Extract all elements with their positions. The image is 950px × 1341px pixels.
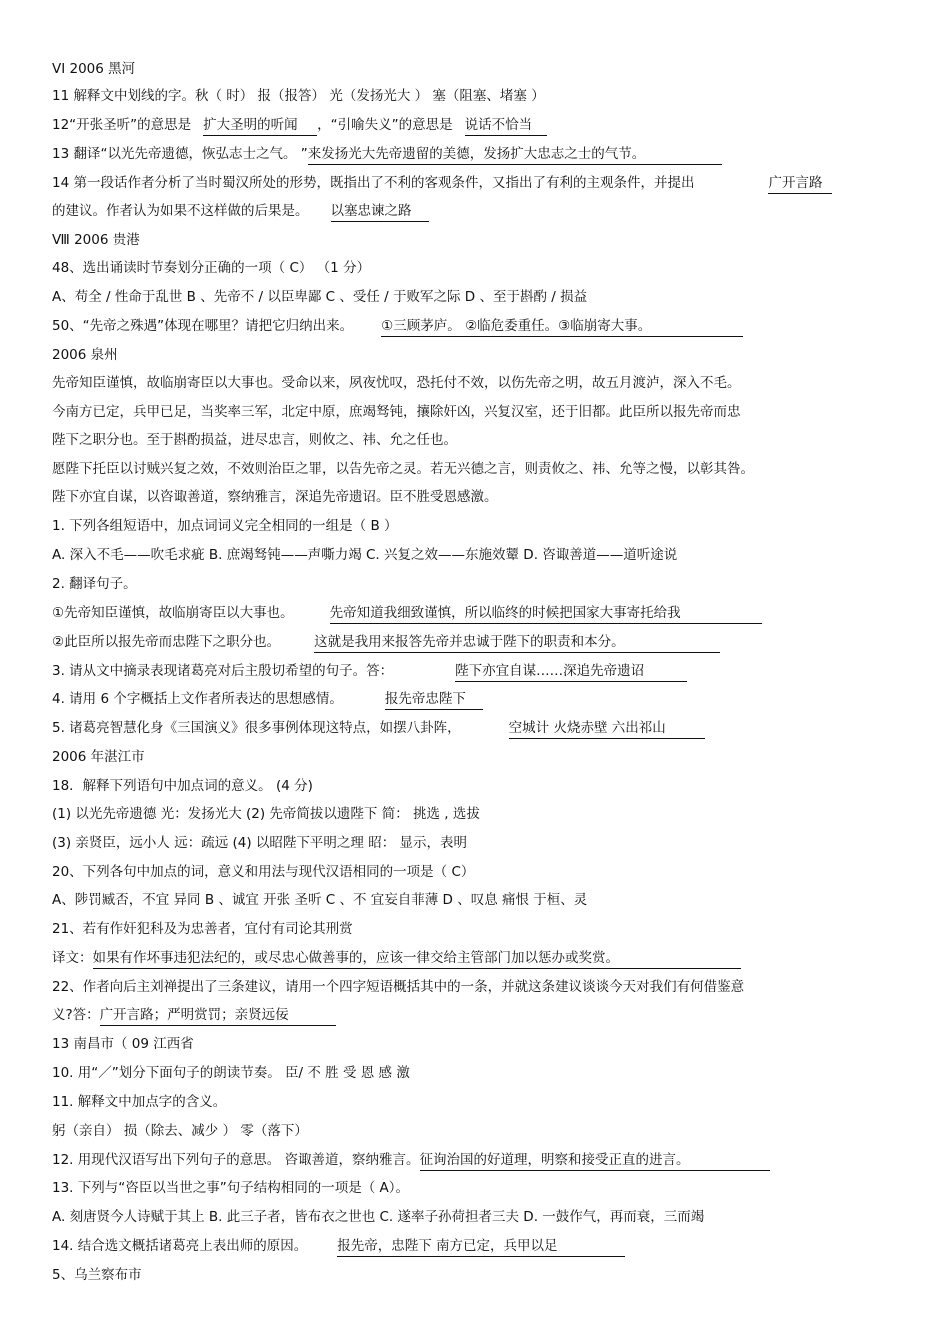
line-18 — [52, 546, 677, 564]
question-text: 11. 解释文中加点字的含义。 — [52, 1094, 227, 1110]
question-text: 13. 下列与“咨臣以当世之事”句子结构相同的一项是（ A）。 — [52, 1180, 410, 1196]
question-text: 14. 结合选文概括诸葛亮上表出师的原因。 — [52, 1238, 308, 1254]
line-17 — [52, 517, 398, 535]
options-text: A. 刻唐贤今人诗赋于其上 B. 此三子者，皆布衣之世也 C. 遂率子孙荷担者三夫 D. 一鼓作气，再而衰，三而竭 — [52, 1209, 705, 1225]
line-03 — [52, 116, 547, 136]
line-19 — [52, 575, 137, 593]
question-text: (1) 以光先帝遗德 光：发扬光大 (2) 先帝简拔以遗陛下 简： 挑选 , 选拔 — [52, 806, 480, 822]
answer-underline: 广开言路；严明赏罚；亲贤远佞 — [100, 1006, 336, 1026]
line-16 — [52, 488, 498, 506]
section-heading: 13 南昌市（ 09 江西省 — [52, 1036, 194, 1052]
question-text: 13 翻译“以光先帝遗德，恢弘志士之气。 ” — [52, 146, 308, 162]
line-09 — [52, 288, 587, 306]
line-27 — [52, 805, 480, 823]
question-text: 1. 下列各组短语中，加点词词义完全相同的一组是（ B ） — [52, 518, 398, 534]
line-15 — [52, 460, 754, 478]
line-04 — [52, 145, 722, 165]
question-text: 2. 翻译句子。 — [52, 576, 137, 592]
line-02 — [52, 87, 545, 105]
line-39 — [52, 1151, 770, 1171]
answer-underline: 征询治国的好道理，明察和接受正直的进言。 — [420, 1151, 770, 1171]
line-38 — [52, 1122, 308, 1140]
line-07 — [52, 231, 140, 249]
options-text: A. 深入不毛——吹毛求疵 B. 庶竭驽钝——声嘶力竭 C. 兴复之效——东施效颦 D. 咨诹善道——道听途说 — [52, 547, 678, 563]
line-21 — [52, 633, 720, 653]
question-text: 11 解释文中划线的字。秋（ 时） 报（报答） 光（发扬光大 ） 塞（阻塞、堵塞 ） — [52, 88, 545, 104]
options-text: A、苟全 / 性命于乱世 B 、先帝不 / 以臣卑鄙 C 、受任 / 于败军之际 D 、至于斟酌 / 损益 — [52, 289, 588, 305]
answer-underline: 扩大圣明的听闻 — [203, 116, 317, 136]
line-36 — [52, 1064, 410, 1082]
passage-text: 今南方已定，兵甲已足，当奖率三军，北定中原，庶竭驽钝，攘除奸凶，兴复汉室，还于旧都。此臣所以报先帝而忠 — [52, 404, 741, 420]
question-text: 译文： — [52, 950, 93, 966]
line-12 — [52, 374, 741, 392]
line-25 — [52, 748, 145, 766]
question-text: ，“引喻失义”的意思是 — [317, 117, 453, 133]
line-22 — [52, 662, 687, 682]
answer-underline: 来发扬光大先帝遗留的美德，发扬扩大忠志之士的气节。 — [308, 145, 722, 165]
passage-text: 陛下亦宜自谋，以咨诹善道，察纳雅言，深追先帝遗诏。臣不胜受恩感激。 — [52, 489, 498, 505]
question-text: 12. 用现代汉语写出下列句子的意思。 咨诹善道，察纳雅言。 — [52, 1152, 420, 1168]
answer-underline: 这就是我用来报答先帝并忠诚于陛下的职责和本分。 — [314, 633, 720, 653]
answer-underline: 陛下亦宜自谋……深追先帝遗诏 — [455, 662, 687, 682]
question-text: 20、下列各句中加点的词，意义和用法与现代汉语相同的一项是（ C） — [52, 864, 475, 880]
line-23 — [52, 690, 483, 710]
line-43 — [52, 1266, 142, 1284]
line-11 — [52, 346, 118, 364]
question-text: 50、“先帝之殊遇”体现在哪里？请把它归纳出来。 — [52, 318, 354, 334]
line-31 — [52, 920, 353, 938]
answer-underline: 报先帝，忠陛下 南方已定，兵甲以足 — [337, 1237, 625, 1257]
line-30 — [52, 891, 587, 909]
answer-underline: ①三顾茅庐。 ②临危委重任。③临崩寄大事。 — [381, 317, 743, 337]
question-text: 21、若有作奸犯科及为忠善者，宜付有司论其刑赏 — [52, 921, 353, 937]
line-32 — [52, 949, 741, 969]
question-text: 躬（亲自） 损（除去、减少 ） 零（落下） — [52, 1123, 308, 1139]
question-text: 22、作者向后主刘禅提出了三条建议，请用一个四字短语概括其中的一条，并就这条建议谈谈今天对我们有何借鉴意 — [52, 979, 745, 995]
line-37 — [52, 1093, 226, 1111]
answer-underline: 先帝知道我细致谨慎，所以临终的时候把国家大事寄托给我 — [330, 604, 762, 624]
answer-underline: 说话不恰当 — [465, 116, 547, 136]
section-heading: VI 2006 黑河 — [52, 61, 136, 77]
passage-text: 陛下之职分也。至于斟酌损益，进尽忠言，则攸之、祎、允之任也。 — [52, 432, 457, 448]
question-text: 4. 请用 6 个字概括上文作者所表达的思想感情。 — [52, 691, 343, 707]
section-heading: 2006 泉州 — [52, 347, 118, 363]
question-text: (3) 亲贤臣，远小人 远：疏远 (4) 以昭陛下平明之理 昭： 显示，表明 — [52, 835, 467, 851]
question-text: 义?答： — [52, 1007, 100, 1023]
line-33 — [52, 978, 744, 996]
line-10 — [52, 317, 743, 337]
line-29 — [52, 863, 474, 881]
section-heading: 5、乌兰察布市 — [52, 1267, 142, 1283]
section-heading: Ⅷ 2006 贵港 — [52, 232, 140, 248]
options-text: A、陟罚臧否，不宜 异同 B 、诚宜 开张 圣听 C 、不 宜妄自菲薄 D 、叹息 痛恨 于桓、灵 — [52, 892, 588, 908]
line-40 — [52, 1179, 409, 1197]
question-text: 48、选出诵读时节奏划分正确的一项（ C） （1 分） — [52, 260, 371, 276]
line-26 — [52, 777, 313, 795]
line-20 — [52, 604, 762, 624]
line-41 — [52, 1208, 704, 1226]
line-05 — [52, 174, 832, 194]
question-text: 3. 请从文中摘录表现诸葛亮对后主殷切希望的句子。答： — [52, 663, 394, 679]
question-text: 14 第一段话作者分析了当时蜀汉所处的形势，既指出了不利的客观条件，又指出了有利的主观条件，并提出 — [52, 175, 695, 191]
line-13 — [52, 403, 741, 421]
question-text: 10. 用“／”划分下面句子的朗读节奏。 臣/ 不 胜 受 恩 感 激 — [52, 1065, 410, 1081]
question-text: 18．解释下列语句中加点词的意义。 (4 分) — [52, 778, 313, 794]
answer-underline: 如果有作坏事违犯法纪的，或尽忠心做善事的，应该一律交给主管部门加以惩办或奖赏。 — [93, 949, 741, 969]
passage-text: 先帝知臣谨慎，故临崩寄臣以大事也。受命以来，夙夜忧叹，恐托付不效，以伤先帝之明，故五月渡泸，深入不毛。 — [52, 375, 741, 391]
answer-underline: 以塞忠谏之路 — [331, 202, 429, 222]
line-14 — [52, 431, 457, 449]
question-text: 的建议。作者认为如果不这样做的后果是。 — [52, 203, 309, 219]
line-34 — [52, 1006, 336, 1026]
answer-underline: 空城计 火烧赤壁 六出祁山 — [509, 719, 705, 739]
question-text: 5. 诸葛亮智慧化身《三国演义》很多事例体现这特点，如摆八卦阵， — [52, 720, 461, 736]
question-text: ①先帝知臣谨慎，故临崩寄臣以大事也。 — [52, 605, 294, 621]
line-08 — [52, 259, 370, 277]
question-text: ②此臣所以报先帝而忠陛下之职分也。 — [52, 634, 281, 650]
line-28 — [52, 834, 467, 852]
answer-underline: 报先帝忠陛下 — [385, 690, 483, 710]
line-06 — [52, 202, 429, 222]
section-heading: 2006 年湛江市 — [52, 749, 145, 765]
answer-underline: 广开言路 — [768, 174, 832, 194]
line-42 — [52, 1237, 625, 1257]
passage-text: 愿陛下托臣以讨贼兴复之效，不效则治臣之罪，以告先帝之灵。若无兴德之言，则责攸之、祎、允等之慢，以彰其咎。 — [52, 461, 754, 477]
line-01 — [52, 60, 135, 78]
line-35 — [52, 1035, 194, 1053]
question-text: 12“开张圣听”的意思是 — [52, 117, 192, 133]
line-24 — [52, 719, 705, 739]
